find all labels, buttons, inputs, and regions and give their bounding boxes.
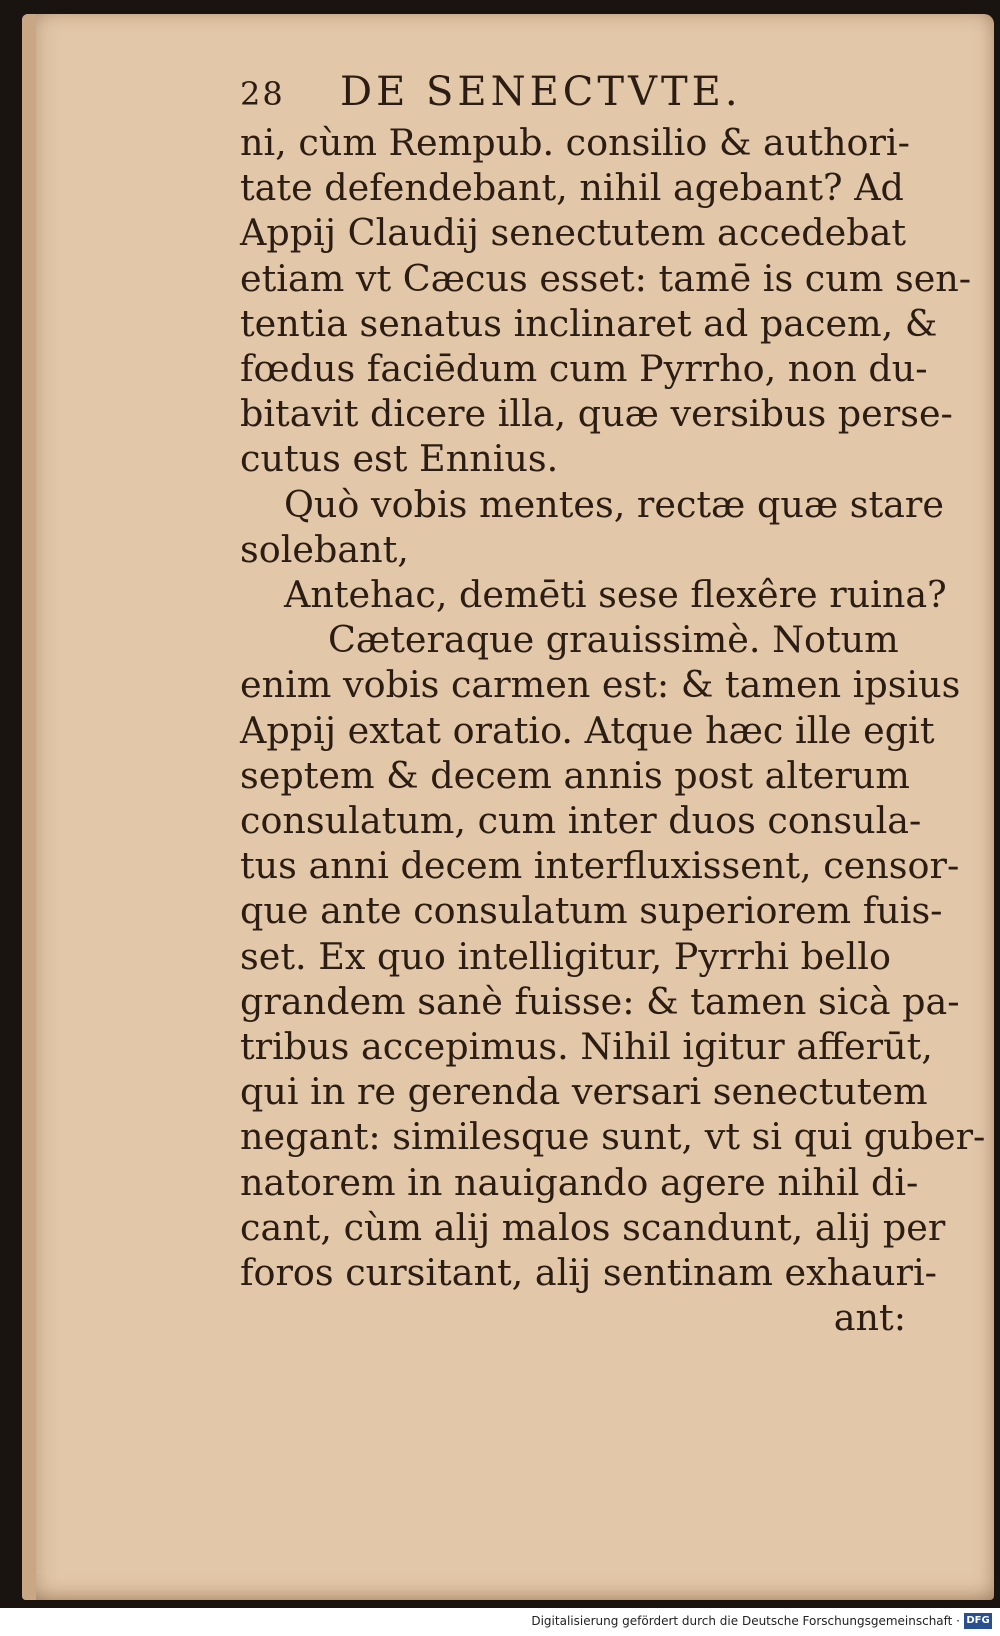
- text-line-3: Appij Claudij senectutem accedebat: [240, 211, 907, 255]
- text-line-18: tribus accepimus. Nihil igitur afferūt,: [240, 1025, 933, 1069]
- verse-line-1: Quò vobis mentes, rectæ quæ stare: [284, 482, 944, 526]
- text-line-4: etiam vt Cæcus esset: tamē is cum sen-: [240, 256, 972, 300]
- text-line-9: Cæteraque grauissimè. Notum: [328, 618, 899, 662]
- text-line-5: tentia senatus inclinaret ad pacem, &: [240, 301, 938, 345]
- text-line-23: foros cursitant, alij sentinam exhauri-: [240, 1251, 937, 1295]
- text-line-13: consulatum, cum inter duos consula-: [240, 799, 922, 843]
- text-line-1: ni, cùm Rempub. consilio & authori-: [240, 121, 910, 164]
- text-line-21: natorem in nauigando agere nihil di-: [240, 1160, 919, 1204]
- text-line-11: Appij extat oratio. Atque hæc ille egit: [240, 708, 935, 752]
- text-line-19: qui in re gerenda versari senectutem: [240, 1070, 928, 1114]
- text-line-12: septem & decem annis post alterum: [240, 753, 910, 797]
- text-line-6: fœdus faciēdum cum Pyrrho, non du-: [240, 347, 928, 391]
- text-line-20: negant: similesque sunt, vt si qui guber-: [240, 1115, 986, 1159]
- verse-line-1-cont: solebant,: [240, 527, 409, 571]
- page-number: 28: [240, 75, 285, 113]
- page-gutter-edge: [22, 14, 36, 1600]
- page-text-block: [240, 69, 986, 1340]
- text-line-2: tate defendebant, nihil agebant? Ad: [240, 166, 904, 210]
- running-head-title: DE SENECTVTE.: [340, 69, 742, 115]
- text-line-16: set. Ex quo intelligitur, Pyrrhi bello: [240, 934, 891, 978]
- catchword: ant:: [833, 1296, 906, 1340]
- verse-line-2: Antehac, demēti sese flexêre ruina?: [284, 573, 947, 617]
- text-line-14: tus anni decem interfluxissent, censor-: [240, 844, 960, 888]
- funding-credit: Digitalisierung gefördert durch die Deutsche Forschungsgemeinschaft ·: [531, 1614, 960, 1628]
- dfg-logo: DFG: [964, 1613, 992, 1629]
- text-line-22: cant, cùm alij malos scandunt, alij per: [240, 1205, 946, 1249]
- text-line-10: enim vobis carmen est: & tamen ipsius: [240, 663, 961, 707]
- text-line-7: bitavit dicere illa, quæ versibus perse-: [240, 392, 953, 436]
- footer-bar: [0, 1608, 1000, 1636]
- text-line-8: cutus est Ennius.: [240, 437, 559, 481]
- text-line-17: grandem sanè fuisse: & tamen sicà pa-: [240, 979, 960, 1023]
- text-line-15: que ante consulatum superiorem fuis-: [240, 889, 943, 933]
- running-head: [240, 70, 912, 120]
